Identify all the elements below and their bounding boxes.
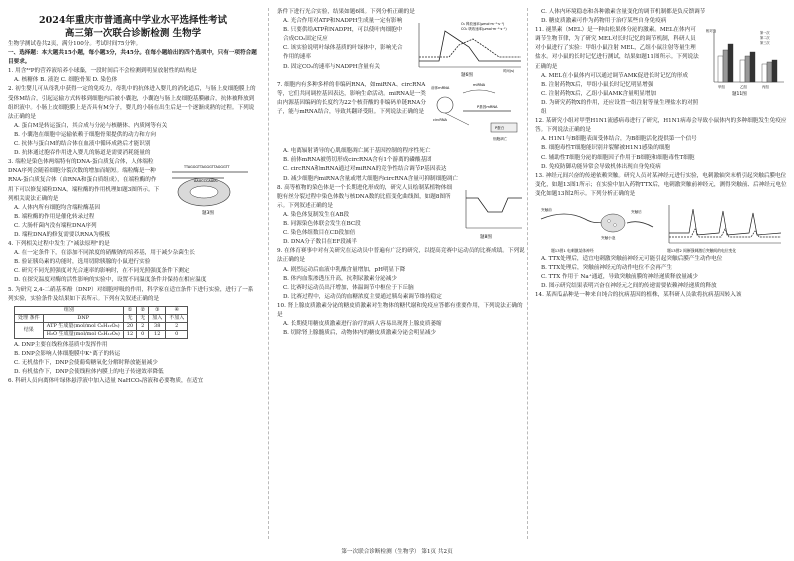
- option: D. 有机盐作下，DNP会使线粒体内膜上的电子传递效率降低: [14, 369, 164, 375]
- option: C. 比赛时运动员出汗增加，体温调节中枢位于下丘脑: [283, 284, 414, 291]
- fig11-legend-2: 第二次: [760, 36, 770, 41]
- question-11-text: [535, 26, 701, 117]
- fig11-legend-3: 第三次: [760, 41, 770, 46]
- figure-6-caption: 题6图: [461, 73, 473, 78]
- table-cell: 2: [166, 322, 188, 330]
- figure-8: [458, 184, 526, 248]
- page-footer: 第一次联合诊断检测（生物学） 第1页 共2页: [341, 549, 453, 555]
- question-8-block: [277, 184, 527, 248]
- option: B. 细胞毒性T细胞能识别并裂解被H1N1感染的细胞: [541, 145, 670, 152]
- fig7-label-pre-mrna: 前体mRNA: [431, 86, 450, 91]
- option: D. 比赛过程中，运动员的血糖浓度主要通过胰岛素调节维持稳定: [283, 293, 442, 300]
- option: D. DNA分子数目在EF段减半: [283, 239, 357, 246]
- column-3: [535, 8, 787, 300]
- table-header: ③: [149, 306, 166, 314]
- table-cell: H₂O 生成量(mol/mol C₆H₁₂O₆): [43, 330, 123, 338]
- option: C. 人体内环境稳态和各种激素含量变化的调节机制都是负反馈调节: [541, 9, 706, 15]
- exam-note: 生物学测试卷共2页，满分100分。考试时间75分钟。: [8, 41, 142, 47]
- fig11-y-label: 相对值: [706, 29, 717, 34]
- option: A. 人体内所有细胞均含端粒酶基因: [14, 204, 100, 211]
- table-cell: 无: [137, 314, 149, 322]
- option: A. 蛋白M是转运蛋白，其合成与分泌与核糖体、内质网等有关: [14, 122, 168, 129]
- option: B. 注射药物X后，甲组小鼠长时记忆明显增强: [541, 81, 654, 88]
- option: A. 在一定条件下，在添加不同浓度的硝酸钠的培养基，用于减少杂菌生长: [14, 250, 196, 257]
- option: C. TTX 作用于 Na⁺通道，导致突触前膜的神经递质释放量减少: [541, 274, 698, 281]
- option: C. 辅助性T细胞分泌的细胞因子作用于B细胞和细胞毒性T细胞: [541, 154, 695, 161]
- figure-11-caption: 题11图: [732, 92, 747, 97]
- fig7-label-apoptosis: 细胞凋亡: [493, 137, 508, 142]
- question-7-block: [277, 81, 527, 147]
- question-7-text: 7. 细胞内有多种多样的非编码RNA，如miRNA、circRNA等，它们共同调控基因表达，影响生命活动。miRNA是一类由内源基因编码的长度约为22个核苷酸的非编码单链RNA分子，能与mRNA结合，导致其翻译受阻。下列说法正确的是: [277, 82, 426, 116]
- table-header: 组别: [15, 306, 124, 314]
- figure-7: [429, 81, 527, 147]
- option: C. circRNA和mRNA通过对miRNA的竞争性结合调节P基因表达: [283, 166, 447, 173]
- option: B. DNP会影响人体细胞膜中K⁺离子的转运: [14, 350, 121, 357]
- figure-11: [704, 26, 786, 117]
- question-8-text: [277, 184, 455, 248]
- table-cell: 加入: [149, 314, 166, 322]
- table-cell: ATP 生成量(mol/mol C₆H₁₂O₆): [43, 322, 123, 330]
- column-2: [277, 8, 527, 338]
- question-1: 1. 用含³²P的营养液培养小球藻，一段时间后不会检测到明显放射性的结构是: [8, 68, 197, 75]
- fig11-legend-1: 第一次: [760, 31, 770, 36]
- table-cell: 0: [137, 330, 149, 338]
- memory-bar-chart: [704, 26, 786, 96]
- option: C. 注射药物X后，乙组小鼠AMK含量明显增加: [541, 90, 657, 97]
- option: D. 减少细胞内miRNA含量或增大细胞内circRNA含量可抑制细胞凋亡: [283, 175, 459, 182]
- rna-regulation-diagram: [429, 81, 527, 143]
- table-cell: 12: [123, 330, 136, 338]
- table-cell: 38: [149, 322, 166, 330]
- fig6-x-label: 时间(s): [503, 69, 515, 74]
- option: B. 验证胰岛素的功能时，选用切除胰腺的小鼠进行实验: [14, 259, 151, 266]
- table-header: ①: [123, 306, 136, 314]
- option: C. 抗体与蛋白M的结合体在血液中循环成熟后才能识别: [14, 141, 151, 148]
- fig6-legend-o2: O₂ 释放速率(μmol·m⁻²·s⁻¹): [461, 22, 505, 27]
- table-cell: 处理 条件: [15, 314, 44, 322]
- question-4: 4. 下列相关过程中发生了"减法原理"的是: [8, 241, 110, 248]
- option: B. 小囊泡在细胞中运输依赖于细胞骨架提供的动力和方向: [14, 131, 156, 138]
- table-cell: 不加入: [166, 314, 188, 322]
- table-cell: 0: [166, 330, 188, 338]
- fig7-label-circrna: circRNA: [433, 118, 447, 123]
- option: B. 前体mRNA被剪切形成circRNA含有1个游离的磷酸基团: [283, 157, 432, 164]
- option: C. 研究不同光照强度对光合速率的影响时，在不同光照强度条件下测定: [14, 268, 190, 275]
- question-8: 8. 高等植物的染色体是一个长期进化形成的，研究人员绘制某植物体细胞有丝分裂过程中染色体数与核DNA数的比值变化曲线图，如题8图所示。下列叙述正确的是: [277, 184, 452, 209]
- question-11: 11. 褪黑素（MEL）是一种由松果体分泌的激素。MEL在体内可调节生物节律，为了研究 MEL对长时记忆的调节机制，科研人员对小鼠进行了实验：甲组小鼠注射 MEL，乙组小鼠注射等量生理盐水。对小鼠的长时记忆进行测试，结果如题11图所示。下列说法正确的是: [535, 27, 699, 70]
- option: A. DNP主要在线粒体基质中发挥作用: [14, 341, 108, 348]
- figure-8-caption: 题8图: [480, 234, 492, 240]
- figure-13-caption-2: 题13图2 间断强刺激后突触间的电位变化: [667, 247, 737, 253]
- option: C. 该实验说明叶绿体基质的叶绿体中，影响光合作用的速率: [283, 45, 403, 61]
- option: D. 糖皮质激素可作为药物用于治疗某些自身免疫病: [541, 18, 667, 25]
- question-6: 6. 科研人员向离体叶绿体悬浮液中加入适量 NaHCO₃溶液和必要物质，在适宜: [8, 378, 204, 385]
- table-cell: DNP: [43, 314, 123, 322]
- question-14: 14. 某西瓜品种是一种来自纯合的抗病基因的植株，某科研人员欲将抗病基因转入该: [535, 292, 742, 299]
- question-6-options: [277, 17, 406, 81]
- option: D. 抗体通过胞吞作用进入婴儿的肠道是需要消耗能量的: [14, 150, 151, 157]
- question-2: 2. 初生婴儿可从母乳中获得一定的免疫力，母乳中的抗体进入婴儿的消化道后，与肠上皮细胞膜上的受体M结合，引起运输方式转移到细胞内后被小囊泡，小囊泡与肠上皮细胞基膜融合，抗体被释放到组织液中。小肠上皮细胞膜上是否具有M分子，婴儿的小肠在出生后是一个逐渐成熟的过程。下列说法正确的是: [8, 86, 256, 120]
- question-6-cont: 条件下进行光合实验，结果如题6图。下列分析正确的是: [277, 9, 415, 15]
- section-heading: 一、选择题：本大题共15小题，每小题3分，共45分。在每小题给出的四个选项中，只有一项符合题目要求。: [8, 50, 257, 66]
- option: A. 光合作用对ATP和NADPH生成量一定有影响: [283, 18, 403, 25]
- table-header: ④: [166, 306, 188, 314]
- option: A. 电离辐射诱导的心肌细胞凋亡属于基因控制的程序性死亡: [283, 148, 431, 155]
- option: B. 同源染色体联会发生在BC段: [283, 221, 361, 228]
- option: B. 端粒酶的作用是催化转录过程: [14, 213, 95, 220]
- option: B. 只要供给ATP和NADPH，可以使叶肉细胞中合成CO₂固定反应: [283, 27, 403, 43]
- option: A. MEL在小鼠体内可以通过调节AMK促进长时记忆的形成: [541, 72, 688, 79]
- option: C. 染色体组数目在CD段加倍: [283, 230, 356, 237]
- column-divider: [527, 8, 528, 539]
- figure-6: [409, 17, 527, 81]
- table-cell: 结果: [15, 322, 44, 338]
- option: B. 体内血浆渗透压升高，抗利尿激素分泌减少: [283, 275, 397, 282]
- membrane-potential-chart: [661, 199, 785, 255]
- option: A. 剧烈运动后血液中乳酸含量增加，pH明显下降: [283, 266, 406, 273]
- rna-template-sequence: AAUCCCAAUC: [194, 179, 218, 184]
- option: D. 端粒DNA的修复需要以RNA为模板: [14, 231, 110, 238]
- photosynthesis-rate-chart: [409, 17, 527, 77]
- telomere-sequence: TTAGGGTTAGGGTTAGGGTT: [184, 165, 230, 170]
- figure-13-caption-1: 题13图1 电刺激某体神经: [551, 247, 594, 253]
- fig7-label-p-protein: P蛋白: [495, 126, 505, 131]
- question-12: 12. 某研究小组对甲型H1N1流感病毒进行了研究，H1N1病毒会导致小鼠体内的多种细胞发生免疫应答。下列说法正确的是: [535, 118, 787, 134]
- option: A. 长期使用糖皮质激素进行治疗的病人容易出现肾上腺皮质萎缩: [283, 321, 442, 328]
- option: D. 免疫防御功能异常会导致机体出现自身免疫病: [541, 163, 661, 170]
- question-5-table: [14, 306, 188, 339]
- figure-3: [164, 158, 256, 240]
- fig13-label-post: 突触后: [631, 209, 642, 214]
- column-1: [8, 8, 258, 386]
- table-header: ②: [137, 306, 149, 314]
- fig11-group-3: 丙组: [762, 85, 769, 90]
- option: D. 图示研究结果表明兴奋在神经元之间的传递需要依赖神经递质的释放: [541, 283, 717, 290]
- option: B. 切除肾上腺髓质后，动物体内的糖皮质激素分泌会明显减少: [283, 330, 437, 337]
- exam-title: 2024年重庆市普通高中学业水平选择性考试: [39, 15, 227, 26]
- figure-3-caption: 题3图: [202, 211, 214, 217]
- question-1-options: A. 核糖体 B. 液泡 C. 细胞骨架 D. 染色体: [14, 77, 118, 84]
- table-cell: 2: [137, 322, 149, 330]
- option: A. 染色体复制发生在AB段: [283, 211, 350, 218]
- question-9: 9. 在体育赛事中对有关研究在运动员中普遍有广泛的研究，以提高竞赛中运动员的比赛成绩。下列说法正确的是: [277, 248, 525, 264]
- option: A. TTX处理后，适宜电刺激突触前神经元可能引起突触后膜产生动作电位: [541, 255, 723, 262]
- chromosome-ratio-chart: [458, 184, 526, 240]
- question-6-block: [277, 17, 527, 81]
- synapse-diagram: [535, 199, 657, 255]
- question-3-text: [8, 158, 160, 240]
- question-11-block: [535, 26, 787, 117]
- option: C. 无机盐作下，DNP会使葡萄糖氧化分解时释放能量减少: [14, 359, 158, 366]
- fig11-group-2: 乙组: [740, 85, 747, 90]
- option: D. 为研究药物X的作用，还应设置一组注射等量生理盐水的对照组: [541, 99, 699, 116]
- table-cell: 20: [123, 322, 136, 330]
- option: C. 大肠杆菌内没有端粒DNA序列: [14, 222, 97, 229]
- question-10: 10. 肾上腺皮质激素分泌的糖皮质激素对生物体的糖代谢和免疫应答都有重要作用，下列说法正确的是: [277, 302, 523, 318]
- telomerase-diagram: [164, 158, 256, 216]
- table-cell: 12: [149, 330, 166, 338]
- option: D. 固定CO₂的速率与NADPH含量有关: [283, 63, 380, 70]
- option: B. TTX处理后，突触前神经元的动作电位不会再产生: [541, 265, 673, 272]
- option: A. H1N1与B细胞表面受体结合，为B细胞活化提供第一个信号: [541, 136, 697, 143]
- figure-13: [535, 199, 787, 255]
- question-3-block: [8, 158, 258, 240]
- question-3: 3. 端粒是染色体两端特有的DNA-蛋白质复合体，人体端粒DNA序列会随着细胞分裂次数的增加而缩短。端粒酶是一种RNA-蛋白质复合体（由RNA和蛋白质组成），在端粒酶的作用下可以修复端粒DNA，端粒酶的作用机理如题3图所示。下列相关说法正确的是: [8, 159, 160, 202]
- fig6-legend-co2: CO₂ 吸收速率(μmol·m⁻²·s⁻¹): [461, 27, 507, 32]
- fig13-label-vesicle: 突触小泡: [601, 235, 616, 240]
- fig11-group-1: 甲组: [718, 85, 725, 90]
- exam-subtitle: 高三第一次联合诊断检测 生物学: [64, 28, 202, 39]
- question-5: 5. 为研究 2,4-二硝基苯酚（DNP）对细胞呼吸的作用，科学家在适宜条件下进行实验，进行了一系列实验，实验条件及结果如下表所示。下列有关叙述正确的是: [8, 286, 254, 302]
- fig7-label-mirna: miRNA: [473, 83, 486, 88]
- fig7-label-p-mrna: P基因mRNA: [477, 105, 498, 110]
- question-13: 13. 神经元间兴奋的传递依赖突触。研究人员对某神经元进行实验，电刺激轴突末梢引起突触后膜电位变化，如题13图1所示；在实验中加入药物TTX后，电刺激突触前神经元，测得突触前、后神经元电位变化如题13图2所示。下列分析正确的是: [535, 172, 787, 197]
- table-cell: 无: [123, 314, 136, 322]
- option: D. 在探究温度对酶的活性影响的实验中，设置不同温度条件并保持在相应温度: [14, 277, 207, 284]
- column-divider: [268, 8, 269, 539]
- fig13-label-pre: 突触前: [541, 207, 552, 212]
